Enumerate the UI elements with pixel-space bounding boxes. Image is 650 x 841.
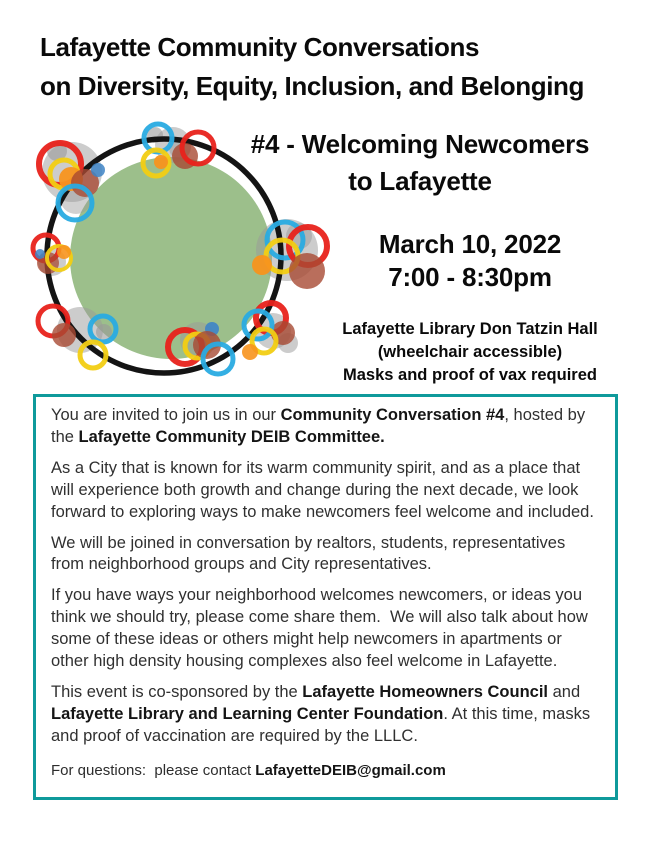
event-time: 7:00 - 8:30pm bbox=[388, 262, 552, 292]
text: , hosted by the bbox=[51, 406, 590, 446]
venue-accessibility-note: (wheelchair accessible) bbox=[377, 343, 563, 361]
text: For questions: please contact bbox=[51, 761, 256, 779]
paragraph bbox=[51, 585, 600, 673]
event-headline bbox=[200, 126, 640, 200]
text: If you have ways your neighborhood welcomes newcomers, or ideas you think we should try, please come share them. We will also talk about how some of these ideas or others might help newcomers in apartments or other high density housing complexes also feel welcome in Lafayette. bbox=[51, 586, 593, 671]
text: . At this time, masks and proof of vaccination are required by the LLLC. bbox=[51, 704, 595, 745]
graphic-circle bbox=[289, 253, 325, 289]
paragraph bbox=[51, 533, 600, 577]
bold-text: Lafayette Community DEIB Committee. bbox=[78, 427, 385, 446]
venue-name: Lafayette Library Don Tatzin Hall bbox=[342, 320, 598, 338]
venue-covid-note: Masks and proof of vax required bbox=[343, 366, 597, 384]
graphic-circle bbox=[252, 255, 272, 275]
flyer-title-line1: Lafayette Community Conversations bbox=[40, 32, 480, 62]
text: and bbox=[548, 682, 585, 701]
graphic-circle bbox=[242, 344, 258, 360]
text: As a City that is known for its warm community spirit, and as a place that will experience both growth and change during the next decade, we look forward to exploring ways to make newcomers feel welcome and included. bbox=[51, 458, 594, 521]
event-headline-line2: to Lafayette bbox=[348, 166, 492, 196]
bold-text: LafayetteDEIB@gmail.com bbox=[255, 761, 446, 779]
text: This event is co-sponsored by the bbox=[51, 682, 303, 701]
text: You are invited to join us in our bbox=[51, 406, 281, 424]
paragraph bbox=[51, 761, 600, 781]
graphic-circle bbox=[154, 155, 168, 169]
paragraph bbox=[51, 458, 600, 524]
event-headline-line1: #4 - Welcoming Newcomers bbox=[250, 129, 590, 159]
graphic-circle bbox=[57, 245, 71, 259]
details-box bbox=[33, 394, 618, 800]
event-datetime bbox=[330, 228, 610, 294]
event-venue bbox=[310, 318, 630, 387]
paragraph bbox=[51, 682, 600, 748]
flyer-title-line2: on Diversity, Equity, Inclusion, and Belonging bbox=[40, 71, 585, 101]
graphic-circle bbox=[35, 249, 45, 259]
event-date: March 10, 2022 bbox=[378, 229, 562, 259]
bold-text: Lafayette Homeowners Council bbox=[302, 682, 549, 701]
details-paragraphs bbox=[51, 405, 600, 781]
text: We will be joined in conversation by realtors, students, representatives from neighborhood groups and City representatives. bbox=[51, 533, 570, 574]
graphic-circle bbox=[52, 323, 76, 347]
paragraph bbox=[51, 405, 600, 449]
flyer-title bbox=[40, 28, 630, 106]
graphic-circle bbox=[91, 163, 105, 177]
bold-text: Lafayette Library and Learning Center Foundation bbox=[51, 704, 444, 723]
bold-text: Community Conversation #4 bbox=[280, 406, 505, 424]
